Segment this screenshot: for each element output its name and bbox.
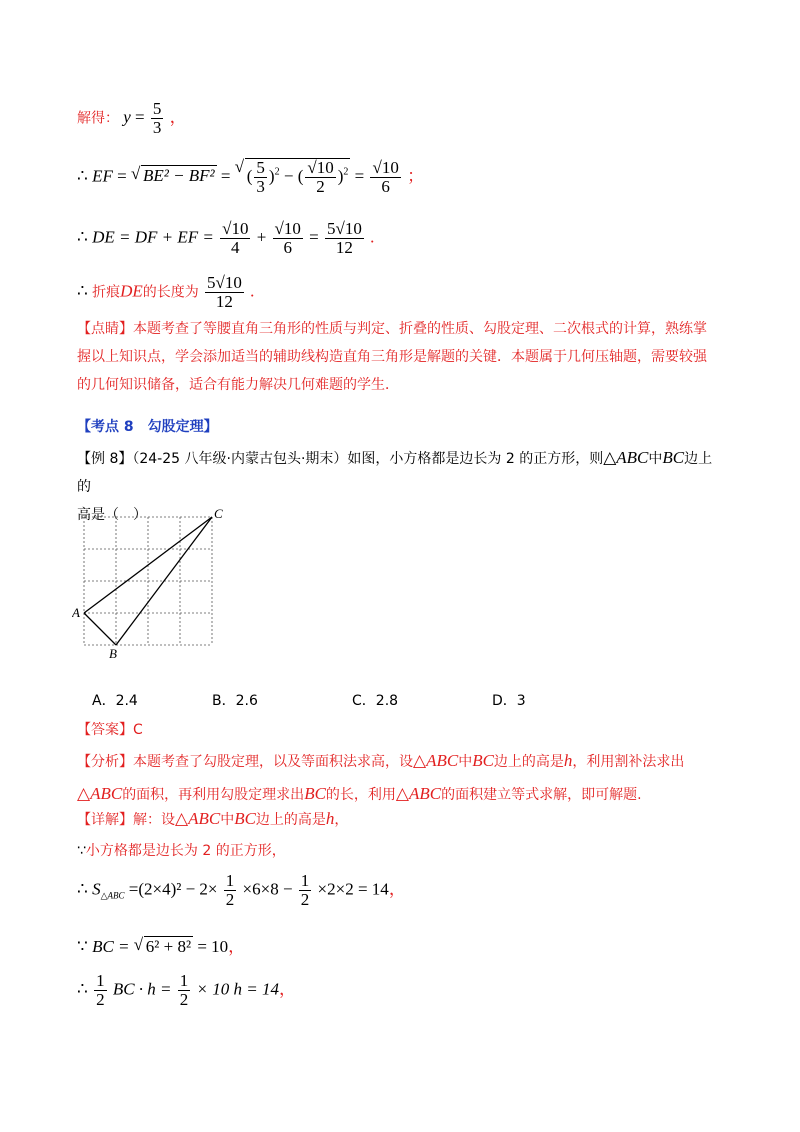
grid-triangle-figure [72,505,252,660]
answer-line: 【答案】C [77,722,143,738]
comment-paragraph [77,315,717,399]
section-title: 【考点 8 勾股定理】 [77,419,218,435]
analysis-paragraph: 【分析】本题考查了勾股定理，以及等面积法求高，设△ABC中BC边上的高是h，利用割补法求出△ABC的面积，再利用勾股定理求出BC的长，利用△ABC的面积建立等式求解，即可解题. [77,751,685,803]
solution-line-de: ∴ DE = DF + EF = $\frac{√10}{4}$ + $\frac{√10}{6}$ = $\frac{5√10}{12}$ . [77,219,375,257]
var-y: y [123,107,131,127]
option-a[interactable]: A．2.4 [92,693,138,709]
comment-label: 【点睛】 [77,321,133,337]
detail-line: 【详解】解：设△ABC中BC边上的高是h， [77,809,349,828]
var-ef: EF [92,166,113,186]
fraction-5-3: $\frac{5}{3}$ [152,99,162,137]
equals: = [135,107,145,127]
solve-label: 解得： [77,110,119,127]
grid-lines [84,517,212,645]
label-a: A [72,605,80,620]
sqrt-big: √ ( $\frac{5}{3}$ )$^2$ − ( $\frac{√10}{2}$ )$^2$ [234,157,349,196]
sqrt-be-bf: √ BE² − BF² [130,164,215,186]
line-tail: ， [169,107,187,127]
therefore-symbol: ∴ [77,166,88,186]
height-equation: ∴ $\frac{1}{2}$ BC · h = $\frac{1}{2}$ × 10 h = 14， [77,971,296,1009]
option-d[interactable]: D．3 [492,693,526,709]
option-b[interactable]: B．2.6 [212,693,258,709]
bc-calculation: ∵ BC = √ 6² + 8² = 10， [77,935,246,956]
fraction-result: $\frac{√10}{6}$ [372,158,399,196]
solution-line-ef: ∴ EF = √ BE² − BF² = √ ( $\frac{5}{3}$ )$^2$ − ( $\frac{√10}{2}$ )$^2$ = $\frac{√10}{6}$ ； [77,157,425,196]
area-calculation: ∴ $S_{\triangle ABC} =(2\times 4)^2 - 2\times$ $\frac{1}{2}$ ×6×8 − $\frac{1}{2}$ ×2×2 = 14， [77,871,406,909]
side-ab [84,613,116,645]
solution-line-crease: ∴ 折痕DE的长度为 $\frac{5√10}{12}$ . [77,273,255,311]
comment-text: 本题考查了等腰直角三角形的性质与判定、折叠的性质、勾股定理、二次根式的计算，熟练掌握以上知识点，学会添加适当的辅助线构造直角三角形是解题的关键．本题属于几何压轴题，需要较强的几何知识储备，适合有能力解决几何难题的学生． [77,321,707,393]
because-line: ∵小方格都是边长为 2 的正方形， [77,843,286,859]
option-c[interactable]: C．2.8 [352,693,399,709]
example-label: 【例 8】 [77,451,133,467]
de-equation: DE = DF + EF = [92,227,214,247]
label-b: B [109,646,117,660]
solution-line-y [77,100,187,137]
example-question: 【例 8】（24-25 八年级·内蒙古包头·期末）如图，小方格都是边长为 2 的正方形，则△ABC中BC边上的 高是（ ） [77,448,713,523]
label-c: C [214,506,223,521]
